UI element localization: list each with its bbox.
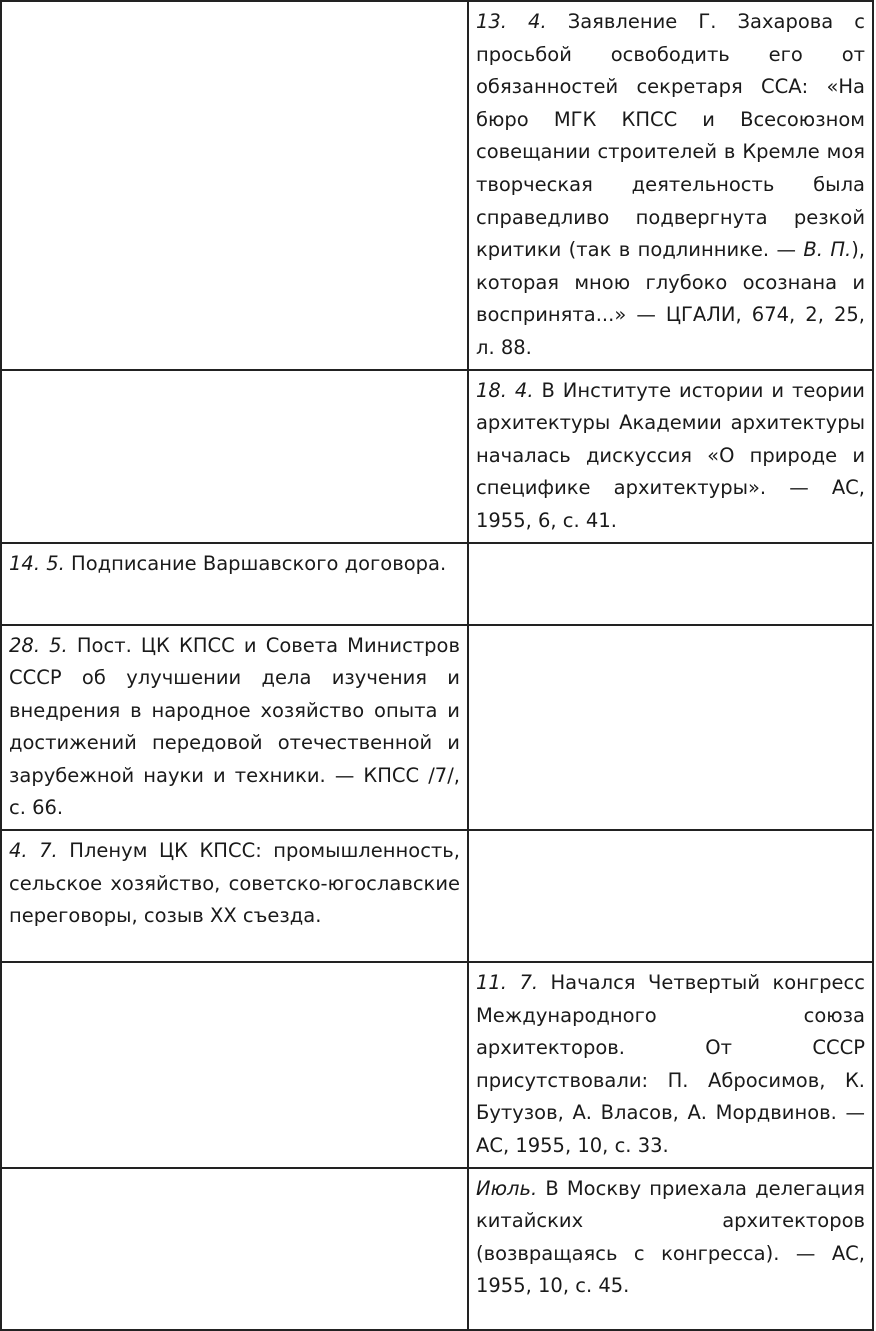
- table-row: [1, 1, 873, 370]
- entry-text: Пост. ЦК КПСС и Совета Министров СССР об улучшении дела изучения и внедрения в народное хозяйство опыта и достижений передовой отечественной и зарубежной науки и техники. — КПСС /7/, с. 66.: [9, 633, 460, 820]
- entry-date: 11. 7.: [475, 971, 539, 995]
- entry-date: 4. 7.: [9, 839, 58, 863]
- table-row: [1, 543, 873, 625]
- table-row: [1, 625, 873, 831]
- entry-date: 28. 5.: [9, 633, 68, 657]
- right-cell: [468, 370, 873, 543]
- right-cell: [468, 1, 873, 370]
- entry-date: 13. 4.: [475, 10, 547, 33]
- entry-text: Начался Четвертый конгресс Международного союза архитекторов. От СССР присутствовали: П. Абросимов, К. Бутузов, А. Власов, А. Мордвинов. — АС, 1955, 10, с. 33.: [475, 971, 865, 1158]
- editor-note: В. П.: [803, 238, 852, 262]
- table-row: [1, 962, 873, 1168]
- right-cell: [468, 1168, 873, 1330]
- left-cell: [1, 543, 468, 625]
- entry-date: 18. 4.: [475, 378, 534, 402]
- entry-text: В Институте истории и теории архитектуры Академии архитектуры началась дискуссия «О природе и специфике архитектуры». — АС, 1955, 6, с. 41.: [475, 378, 865, 532]
- table-row: [1, 370, 873, 543]
- right-cell-empty: [468, 543, 873, 625]
- entry-text: Пленум ЦК КПСС: промышленность, сельское хозяйство, советско-югославские переговоры, созыв XX съезда.: [9, 839, 460, 928]
- left-cell-empty: [1, 962, 468, 1168]
- right-cell-empty: [468, 830, 873, 962]
- entry-text-continued: ), которая мною глубоко осознана и воспринята...» — ЦГАЛИ, 674, 2, 25, л. 88.: [475, 238, 865, 359]
- entry-text: Заявление Г. Захарова с просьбой освободить его от обязанностей секретаря ССА: «На бюро МГК КПСС и Всесоюзном совещании строителей в Кремле моя творческая деятельность была справедливо подвергнута резкой критики (так в подлиннике. —: [475, 10, 865, 262]
- table-row: [1, 1168, 873, 1330]
- entry-date: Июль.: [475, 1176, 538, 1200]
- entry-date: 14. 5.: [9, 551, 65, 575]
- right-cell-empty: [468, 625, 873, 831]
- left-cell: [1, 830, 468, 962]
- entry-text: В Москву приехала делегация китайских архитекторов (возвращаясь с конгресса). — АС, 1955, 10, с. 45.: [475, 1176, 865, 1298]
- table-row: [1, 830, 873, 962]
- left-cell-empty: [1, 370, 468, 543]
- entry-text: Подписание Варшавского договора.: [64, 551, 447, 575]
- left-cell-empty: [1, 1, 468, 370]
- left-cell-empty: [1, 1168, 468, 1330]
- left-cell: [1, 625, 468, 831]
- right-cell: [468, 962, 873, 1168]
